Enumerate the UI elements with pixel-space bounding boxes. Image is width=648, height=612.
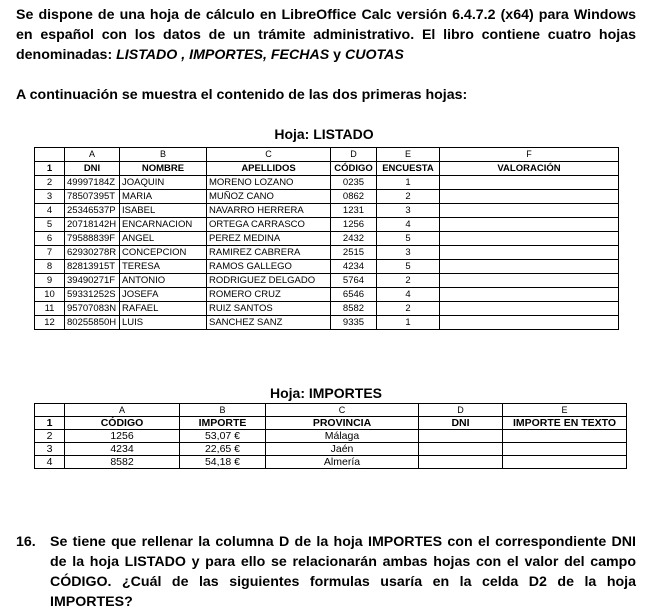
codigo-cell: 2432 xyxy=(331,232,377,246)
corner-cell xyxy=(35,148,65,162)
encuesta-cell: 2 xyxy=(377,274,440,288)
intro-paragraph xyxy=(16,5,636,65)
intro-sheet-names: LISTADO , IMPORTES, FECHAS xyxy=(116,47,330,63)
row-number: 8 xyxy=(35,260,65,274)
valoracion-cell xyxy=(440,232,619,246)
nombre-cell: CONCEPCION xyxy=(120,246,207,260)
codigo-cell: 8582 xyxy=(331,302,377,316)
codigo-cell: 6546 xyxy=(331,288,377,302)
valoracion-cell xyxy=(440,176,619,190)
row-number: 2 xyxy=(35,430,65,443)
dni-cell: 78507395T xyxy=(65,190,120,204)
encuesta-cell: 2 xyxy=(377,190,440,204)
row-number: 5 xyxy=(35,218,65,232)
row-number: 4 xyxy=(35,456,65,469)
header-row xyxy=(35,162,619,176)
nombre-cell: LUIS xyxy=(120,316,207,330)
apellidos-cell: ORTEGA CARRASCO xyxy=(207,218,331,232)
valoracion-cell xyxy=(440,260,619,274)
table-row xyxy=(35,288,619,302)
row-number: 4 xyxy=(35,204,65,218)
row-number: 3 xyxy=(35,190,65,204)
provincia-cell: Jaén xyxy=(266,443,419,456)
row-number: 2 xyxy=(35,176,65,190)
nombre-cell: RAFAEL xyxy=(120,302,207,316)
header-cell: ENCUESTA xyxy=(377,162,440,176)
intro-conjunction: y xyxy=(329,47,345,63)
importes-table xyxy=(34,403,627,469)
encuesta-cell: 1 xyxy=(377,176,440,190)
apellidos-cell: RUIZ SANTOS xyxy=(207,302,331,316)
column-letter: B xyxy=(120,148,207,162)
dni-cell: 82813915T xyxy=(65,260,120,274)
column-letter: F xyxy=(440,148,619,162)
codigo-cell: 4234 xyxy=(65,443,180,456)
table-row xyxy=(35,218,619,232)
importe-texto-cell xyxy=(503,456,627,469)
table-row xyxy=(35,260,619,274)
dni-cell: 62930278R xyxy=(65,246,120,260)
column-letter: A xyxy=(65,148,120,162)
column-letter: D xyxy=(419,404,503,417)
row-number: 7 xyxy=(35,246,65,260)
header-cell: NOMBRE xyxy=(120,162,207,176)
codigo-cell: 1256 xyxy=(331,218,377,232)
nombre-cell: ISABEL xyxy=(120,204,207,218)
row-number: 11 xyxy=(35,302,65,316)
encuesta-cell: 3 xyxy=(377,246,440,260)
provincia-cell: Almería xyxy=(266,456,419,469)
dni-cell: 79588839F xyxy=(65,232,120,246)
dni-cell: 25346537P xyxy=(65,204,120,218)
importe-cell: 53,07 € xyxy=(180,430,266,443)
header-cell: IMPORTE EN TEXTO xyxy=(503,417,627,430)
row-number: 10 xyxy=(35,288,65,302)
dni-cell: 95707083N xyxy=(65,302,120,316)
codigo-cell: 0235 xyxy=(331,176,377,190)
codigo-cell: 5764 xyxy=(331,274,377,288)
table-row xyxy=(35,232,619,246)
codigo-cell: 1256 xyxy=(65,430,180,443)
header-row xyxy=(35,417,627,430)
row-number: 1 xyxy=(35,417,65,430)
encuesta-cell: 2 xyxy=(377,302,440,316)
corner-cell xyxy=(35,404,65,417)
row-number: 6 xyxy=(35,232,65,246)
importe-texto-cell xyxy=(503,443,627,456)
header-cell: CÓDIGO xyxy=(65,417,180,430)
importe-texto-cell xyxy=(503,430,627,443)
table-row xyxy=(35,274,619,288)
intro-text: Se dispone de una hoja de cálculo en LibreOffice Calc versión 6.4.7.2 (x64) para Windows en español con los datos de un trámite administrativo. El libro contiene cuatro hojas denominadas: xyxy=(16,7,636,63)
dni-cell: 20718142H xyxy=(65,218,120,232)
listado-title: Hoja: LISTADO xyxy=(274,126,374,142)
apellidos-cell: NAVARRO HERRERA xyxy=(207,204,331,218)
valoracion-cell xyxy=(440,302,619,316)
header-cell: DNI xyxy=(419,417,503,430)
header-cell: IMPORTE xyxy=(180,417,266,430)
table-row xyxy=(35,302,619,316)
column-letter: C xyxy=(266,404,419,417)
apellidos-cell: MUÑOZ CANO xyxy=(207,190,331,204)
codigo-cell: 4234 xyxy=(331,260,377,274)
dni-cell: 39490271F xyxy=(65,274,120,288)
table-row xyxy=(35,456,627,469)
codigo-cell: 1231 xyxy=(331,204,377,218)
nombre-cell: ENCARNACION xyxy=(120,218,207,232)
dni-cell xyxy=(419,443,503,456)
valoracion-cell xyxy=(440,190,619,204)
question-16 xyxy=(16,532,636,612)
column-letter: D xyxy=(331,148,377,162)
header-cell: CÓDIGO xyxy=(331,162,377,176)
table-row xyxy=(35,176,619,190)
question-number: 16. xyxy=(16,534,36,550)
subheading: A continuación se muestra el contenido de las dos primeras hojas: xyxy=(16,87,468,103)
nombre-cell: JOSEFA xyxy=(120,288,207,302)
valoracion-cell xyxy=(440,316,619,330)
apellidos-cell: RODRIGUEZ DELGADO xyxy=(207,274,331,288)
encuesta-cell: 4 xyxy=(377,218,440,232)
importe-cell: 22,65 € xyxy=(180,443,266,456)
header-cell: PROVINCIA xyxy=(266,417,419,430)
apellidos-cell: PEREZ MEDINA xyxy=(207,232,331,246)
row-number: 3 xyxy=(35,443,65,456)
valoracion-cell xyxy=(440,218,619,232)
apellidos-cell: RAMOS GALLEGO xyxy=(207,260,331,274)
apellidos-cell: MORENO LOZANO xyxy=(207,176,331,190)
column-letters-row xyxy=(35,404,627,417)
intro-last-sheet: CUOTAS xyxy=(345,47,404,63)
encuesta-cell: 3 xyxy=(377,204,440,218)
importe-cell: 54,18 € xyxy=(180,456,266,469)
encuesta-cell: 4 xyxy=(377,288,440,302)
valoracion-cell xyxy=(440,288,619,302)
column-letters-row xyxy=(35,148,619,162)
dni-cell: 80255850H xyxy=(65,316,120,330)
header-cell: VALORACIÓN xyxy=(440,162,619,176)
table-row xyxy=(35,246,619,260)
nombre-cell: TERESA xyxy=(120,260,207,274)
table-row xyxy=(35,190,619,204)
codigo-cell: 8582 xyxy=(65,456,180,469)
column-letter: B xyxy=(180,404,266,417)
row-number: 1 xyxy=(35,162,65,176)
codigo-cell: 0862 xyxy=(331,190,377,204)
encuesta-cell: 1 xyxy=(377,316,440,330)
table-row xyxy=(35,443,627,456)
table-row xyxy=(35,204,619,218)
dni-cell xyxy=(419,430,503,443)
row-number: 9 xyxy=(35,274,65,288)
nombre-cell: ANTONIO xyxy=(120,274,207,288)
listado-table xyxy=(34,147,619,330)
header-cell: APELLIDOS xyxy=(207,162,331,176)
dni-cell: 49997184Z xyxy=(65,176,120,190)
apellidos-cell: SANCHEZ SANZ xyxy=(207,316,331,330)
importes-title: Hoja: IMPORTES xyxy=(269,385,382,401)
column-letter: C xyxy=(207,148,331,162)
valoracion-cell xyxy=(440,204,619,218)
encuesta-cell: 5 xyxy=(377,260,440,274)
encuesta-cell: 5 xyxy=(377,232,440,246)
table-row xyxy=(35,430,627,443)
apellidos-cell: ROMERO CRUZ xyxy=(207,288,331,302)
nombre-cell: MARIA xyxy=(120,190,207,204)
codigo-cell: 2515 xyxy=(331,246,377,260)
column-letter: A xyxy=(65,404,180,417)
header-cell: DNI xyxy=(65,162,120,176)
codigo-cell: 9335 xyxy=(331,316,377,330)
valoracion-cell xyxy=(440,274,619,288)
valoracion-cell xyxy=(440,246,619,260)
provincia-cell: Málaga xyxy=(266,430,419,443)
table-row xyxy=(35,316,619,330)
dni-cell xyxy=(419,456,503,469)
dni-cell: 59331252S xyxy=(65,288,120,302)
nombre-cell: ANGEL xyxy=(120,232,207,246)
nombre-cell: JOAQUIN xyxy=(120,176,207,190)
row-number: 12 xyxy=(35,316,65,330)
apellidos-cell: RAMIREZ CABRERA xyxy=(207,246,331,260)
question-text: Se tiene que rellenar la columna D de la hoja IMPORTES con el correspondiente DNI de la hoja LISTADO y para ello se relacionarán ambas hojas con el valor del campo CÓDIGO. ¿Cuál de las siguientes formulas usaría en la celda D2 de la hoja IMPORTES? xyxy=(50,534,636,610)
column-letter: E xyxy=(503,404,627,417)
column-letter: E xyxy=(377,148,440,162)
